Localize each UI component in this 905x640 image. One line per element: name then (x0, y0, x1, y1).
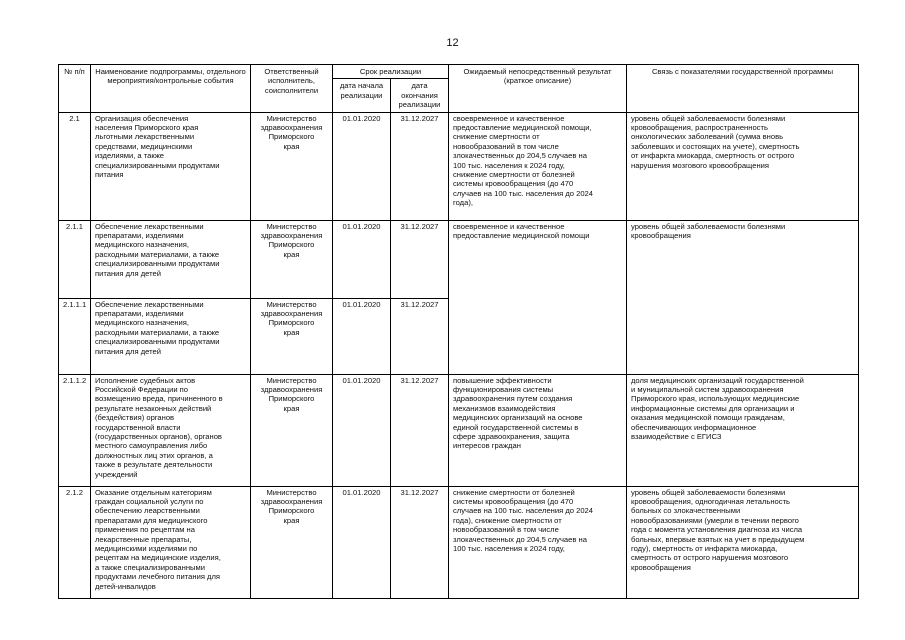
row-end: 31.12.2027 (391, 112, 449, 220)
row-start: 01.01.2020 (333, 374, 391, 486)
row-name: Оказание отдельным категориям граждан социальной услуги по обеспечению леарственными препаратами для медицинского применения по рецептам на лекарственные препараты, медицинскими изделиями по рецептам на медицинские изделия, а также специализированными продуктами лечебного питания для детей-инвалидов (91, 486, 251, 598)
row-link: уровень общей заболеваемости болезнями кровообращения, одногодичная летальность больных со злокачественными новообразованиями (умерли в течении первого года с момента установления диагноза из числа больных, впервые взятых на учет в предыдущем году), смертность от инфаркта миокарда, смертность от острого нарушения мозгового кровообращения (627, 486, 859, 598)
row-num: 2.1.2 (59, 486, 91, 598)
table-row (59, 374, 859, 486)
row-end: 31.12.2027 (391, 220, 449, 298)
header-end: дата окончания реализации (391, 79, 449, 112)
row-link: доля медицинских организаций государственной и муниципальной систем здравоохранения Приморского края, использующих медицинские информационные системы для организации и оказания медицинской помощи гражданам, обеспечивающих информационное взаимодействие с ЕГИСЗ (627, 374, 859, 486)
row-result: повышение эффективности функционирования системы здравоохранения путем создания механизмов взаимодействия медицинских организаций на основе единой государственной системы в сфере здравоохранения, защита интересов граждан (449, 374, 627, 486)
row-name: Исполнение судебных актов Российской Федерации по возмещению вреда, причиненного в результате незаконных действий (бездействия) органов государственной власти (государственных органов), органов местного самоуправления либо должностных лиц этих органов, а также в результате деятельности учреждений (91, 374, 251, 486)
row-responsible: Министерство здравоохранения Приморского края (251, 220, 333, 298)
row-start: 01.01.2020 (333, 486, 391, 598)
header-result: Ожидаемый непосредственный результат (краткое описание) (449, 65, 627, 113)
header-link: Связь с показателями государственной программы (627, 65, 859, 113)
row-start: 01.01.2020 (333, 112, 391, 220)
row-num: 2.1.1.1 (59, 298, 91, 374)
header-period: Срок реализации (333, 65, 449, 79)
row-start: 01.01.2020 (333, 298, 391, 374)
row-result: своевременное и качественное предоставление медицинской помощи (449, 220, 627, 374)
table-row (59, 486, 859, 598)
row-link: уровень общей заболеваемости болезнями кровообращения (627, 220, 859, 374)
header-responsible: Ответственный исполнитель, соисполнители (251, 65, 333, 113)
page-number: 12 (446, 37, 459, 49)
row-start: 01.01.2020 (333, 220, 391, 298)
row-name: Обеспечение лекарственными препаратами, изделиями медицинского назначения, расходными материалами, а также специализированными продуктами питания для детей (91, 220, 251, 298)
row-num: 2.1 (59, 112, 91, 220)
row-name: Обеспечение лекарственными препаратами, изделиями медицинского назначения, расходными материалами, а также специализированными продуктами питания для детей (91, 298, 251, 374)
row-result: снижение смертности от болезней системы кровообращения (до 470 случаев на 100 тыс. населения до 2024 года), снижение смертности от новообразований в том числе злокачественных до 204,5 случаев на 100 тыс. населения к 2024 году, (449, 486, 627, 598)
row-responsible: Министерство здравоохранения Приморского края (251, 298, 333, 374)
row-responsible: Министерство здравоохранения Приморского края (251, 486, 333, 598)
row-responsible: Министерство здравоохранения Приморского края (251, 112, 333, 220)
row-end: 31.12.2027 (391, 486, 449, 598)
row-num: 2.1.1 (59, 220, 91, 298)
header-start: дата начала реализации (333, 79, 391, 112)
row-responsible: Министерство здравоохранения Приморского края (251, 374, 333, 486)
table-row (59, 220, 859, 298)
row-link: уровень общей заболеваемости болезнями кровообращения, распространенность онкологических заболеваний (сумма вновь заболевших и состоящих на учете), смертность от инфаркта миокарда, смертность от острого нарушения мозгового кровообращения (627, 112, 859, 220)
header-name: Наименование подпрограммы, отдельного мероприятия/контрольные события (91, 65, 251, 113)
row-num: 2.1.1.2 (59, 374, 91, 486)
row-name: Организация обеспечения населения Приморского края льготными лекарственными средствами, медицинскими изделиями, а также специализированными продуктами питания (91, 112, 251, 220)
row-end: 31.12.2027 (391, 374, 449, 486)
row-end: 31.12.2027 (391, 298, 449, 374)
header-num: № п/п (59, 65, 91, 113)
table-row (59, 112, 859, 220)
measures-table (58, 64, 859, 599)
row-result: своевременное и качественное предоставление медицинской помощи, снижение смертности от новообразований в том числе злокачественных до 204,5 случаев на 100 тыс. населения к 2024 году, снижение смертности от болезней системы кровообращения (до 470 случаев на 100 тыс. населения до 2024 года), (449, 112, 627, 220)
